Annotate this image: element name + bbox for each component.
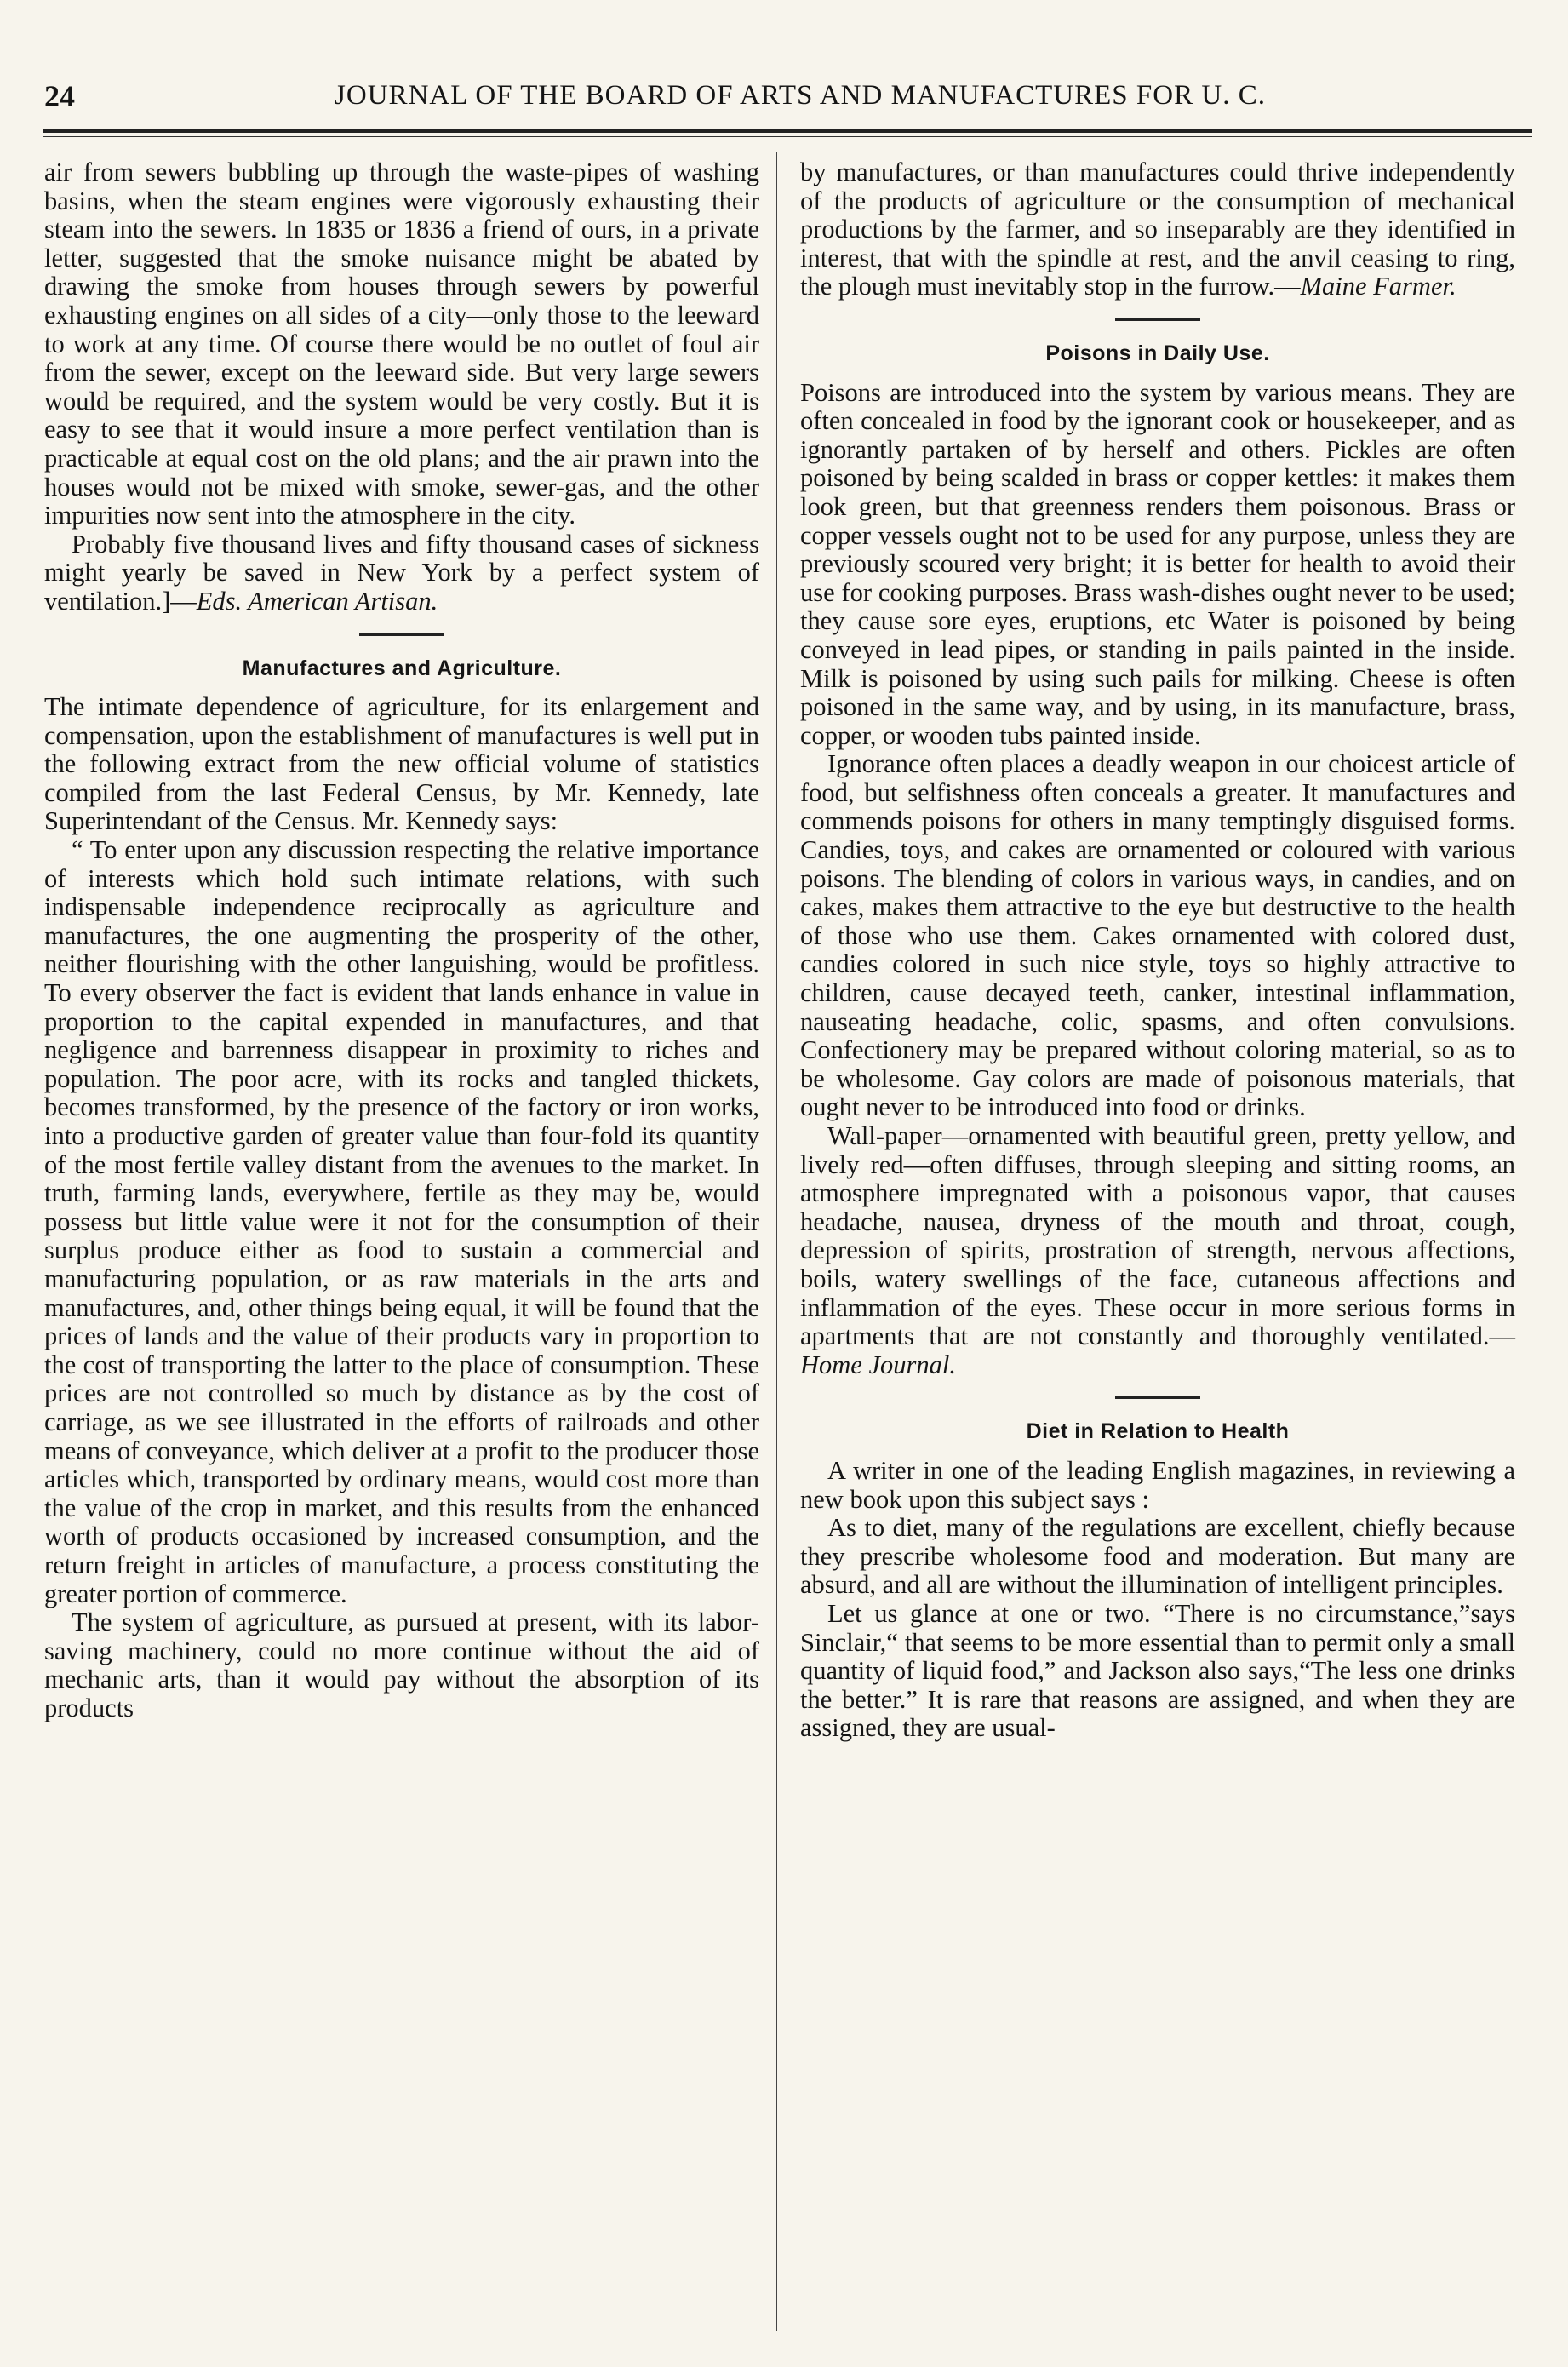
running-title: JOURNAL OF THE BOARD OF ARTS AND MANUFACTURES FOR U. C. xyxy=(335,80,1266,111)
poisons-heading: Poisons in Daily Use. xyxy=(1045,341,1270,365)
manufactures-continuation xyxy=(800,158,1515,301)
left-column xyxy=(44,158,759,1722)
section-divider xyxy=(1115,318,1200,321)
manufactures-paragraph-2: “ To enter upon any discussion respecting the relative importance of interests which hold such intimate relations, with such indispensable independence reciprocally as agriculture and manufactures, the one augmenting the prosperity of the other, neither flourishing with the other languishing, would be profitless. To every observer the fact is evident that lands enhance in value in proportion to the capital expended in manufactures, and that negligence and barrenness disappear in proximity to riches and population. The poor acre, with its rocks and tangled thickets, becomes transformed, by the presence of the factory or iron works, into a productive garden of greater value than four-fold its quantity of the most fertile valley distant from the avenues to the market. In truth, farming lands, everywhere, fertile as they may be, would possess but little value were it not for the consumption of their surplus produce either as food to sustain a commercial and manufacturing population, or as raw materials in the arts and manufactures, and, other things being equal, it will be found that the prices of lands and the value of their products vary in proportion to the cost of transporting the latter to the place of consumption. These prices are not controlled so much by distance as by the cost of carriage, as we see illustrated in the efforts of railroads and other means of conveyance, which deliver at a profit to the producer those articles which, transported by ordinary means, would cost more than the value of the crop in market, and this results from the enhanced worth of products occasioned by increased consumption, and the return freight in articles of manufacture, a process constituting the greater portion of commerce. xyxy=(44,835,759,1608)
ventilation-source: Eds. American Artisan. xyxy=(196,586,438,616)
diet-paragraph-1: A writer in one of the leading English magazines, in reviewing a new book upon this subject says : xyxy=(800,1455,1515,1514)
poisons-paragraph-2: Ignorance often places a deadly weapon in our choicest article of food, but selfishness often conceals a greater. It manufactures and commends poisons for others in many temptingly disguised forms. Candies, toys, and cakes are ornamented or coloured with various poisons. The blending of colors in various ways, in candies, and on cakes, makes them attractive to the eye but destructive to the health of those who use them. Cakes ornamented with colored dust, candies colored in such nice style, toys so highly attractive to children, cause decayed teeth, canker, intestinal inflammation, nauseating headache, colic, spasms, and often convulsions. Confectionery may be prepared without coloring material, so as to be wholesome. Gay colors are made of poisonous materials, that ought never to be introduced into food or drinks. xyxy=(800,749,1515,1122)
page-number: 24 xyxy=(44,79,75,113)
manufactures-continuation-text: by manufactures, or than manufactures could thrive independently of the products of agriculture or the consumption of mechanical productions by the farmer, and so inseparably are they identified in interest, that with the spindle at rest, and the anvil ceasing to ring, the plough must inevitably stop in the furrow.— xyxy=(800,158,1515,301)
ventilation-paragraph: air from sewers bubbling up through the waste-pipes of washing basins, when the steam engines were vigorously exhausting their steam into the sewers. In 1835 or 1836 a friend of ours, in a private letter, suggested that the smoke nuisance might be abated by drawing the smoke from houses through sewers by powerful exhausting engines on all sides of a city—only those to the leeward to work at any time. Of course there would be no outlet of foul air from the sewer, except on the leeward side. But very large sewers would be required, and the system would be very costly. But it is easy to see that it would insure a more perfect ventilation than is practicable at equal cost on the old plans; and the air prawn into the houses would not be mixed with smoke, sewer-gas, and the other impurities now sent into the atmosphere in the city. xyxy=(44,158,759,530)
manufactures-source: Maine Farmer. xyxy=(1300,272,1456,301)
diet-heading: Diet in Relation to Health xyxy=(1026,1419,1290,1444)
poisons-source: Home Journal. xyxy=(800,1350,956,1379)
poisons-paragraph-1: Poisons are introduced into the system by various means. They are often concealed in food by the ignorant cook or housekeeper, and as ignorantly partaken of by herself and others. Pickles are often poisoned by being scalded in brass or copper kettles: it makes them look green, but that greenness renders them poisonous. Brass or copper vessels ought not to be used for any purpose, unless they are previously scoured very bright; it is better for health to avoid their use for cooking purposes. Brass wash-dishes ought never to be used; they cause sore eyes, eruptions, etc Water is poisoned by being conveyed in lead pipes, or standing in pails painted in the inside. Milk is poisoned by using such pails for milking. Cheese is often poisoned in the same way, and by using, in its manufacture, brass, copper, or wooden tubs painted inside. xyxy=(800,377,1515,750)
column-divider xyxy=(776,152,777,2331)
poisons-paragraph-3-text: Wall-paper—ornamented with beautiful green, pretty yellow, and lively red—often diffuses, through sleeping and sitting rooms, an atmosphere impregnated with a poisonous vapor, that causes headache, nausea, dryness of the mouth and throat, cough, depression of spirits, prostration of strength, nervous affections, boils, watery swellings of the face, cutaneous affections and inflammation of the eyes. These occur in more serious forms in apartments that are not constantly and thoroughly ventilated.— xyxy=(800,1121,1515,1351)
manufactures-paragraph-3: The system of agriculture, as pursued at present, with its labor-saving machinery, could no more continue without the aid of mechanic arts, than it would pay without the absorption of its products xyxy=(44,1608,759,1722)
manufactures-paragraph-1: The intimate dependence of agriculture, for its enlargement and compensation, upon the establishment of manufactures is well put in the following extract from the new official volume of statistics compiled from the last Federal Census, by Mr. Kennedy, late Superintendant of the Census. Mr. Kennedy says: xyxy=(44,692,759,836)
right-column xyxy=(800,158,1515,1743)
section-divider xyxy=(359,633,444,636)
header-rule xyxy=(43,129,1532,133)
poisons-paragraph-3 xyxy=(800,1122,1515,1379)
ventilation-closing-text: Probably five thousand lives and fifty thousand cases of sickness might yearly be saved in New York by a perfect system of ventilation.]— xyxy=(44,529,759,616)
section-divider xyxy=(1115,1396,1200,1399)
ventilation-closing xyxy=(44,530,759,616)
header-rule-thin xyxy=(43,136,1532,137)
manufactures-heading: Manufactures and Agriculture. xyxy=(242,656,562,680)
diet-paragraph-3: Let us glance at one or two. “There is no circumstance,”says Sinclair,“ that seems to be more essential than to permit only a small quantity of liquid food,” and Jackson also says,“The less one drinks the better.” It is rare that reasons are assigned, and when they are assigned, they are usual- xyxy=(800,1598,1515,1743)
diet-paragraph-2: As to diet, many of the regulations are excellent, chiefly because they prescribe wholesome food and moderation. But many are absurd, and all are without the illumination of intelligent principles. xyxy=(800,1513,1515,1600)
